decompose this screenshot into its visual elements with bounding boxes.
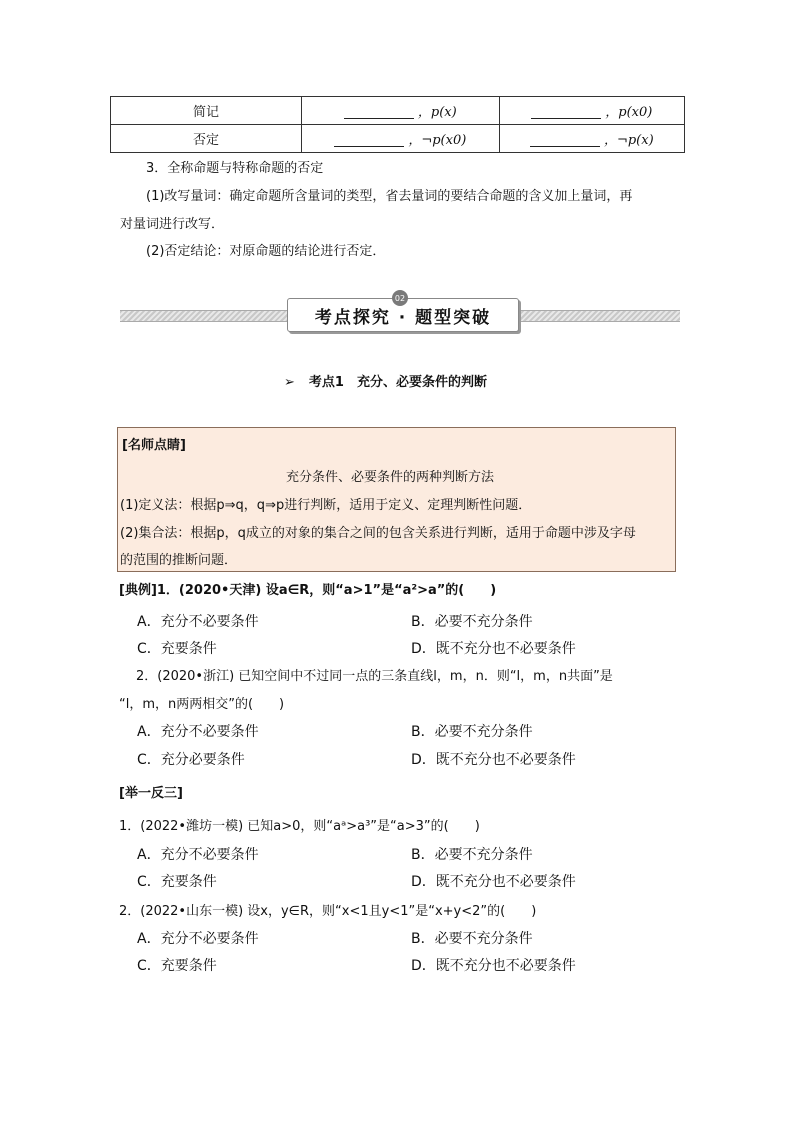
section-banner-number: 02 <box>392 290 408 306</box>
table-cell <box>499 125 684 153</box>
option-c: C．充要条件 <box>137 641 217 657</box>
option-b: B．必要不充分条件 <box>411 847 533 863</box>
answer-blank <box>530 134 600 147</box>
option-c: C．充分必要条件 <box>137 752 245 768</box>
table-cell <box>302 125 500 153</box>
answer-blank <box>334 134 404 147</box>
section-3-paragraph-1a: (1)改写量词：确定命题所含量词的类型，省去量词的要结合命题的含义加上量词，再 <box>146 189 633 204</box>
section-3-paragraph-2: (2)否定结论：对原命题的结论进行否定． <box>146 244 386 259</box>
table-cell-label: 否定 <box>111 125 302 153</box>
example-question-2a: 2．(2020•浙江) 已知空间中不过同一点的三条直线l，m，n．则“l，m，n共面”是 <box>136 669 613 684</box>
option-b: B．必要不充分条件 <box>411 931 533 947</box>
option-a: A．充分不必要条件 <box>137 847 259 863</box>
tip-line-1: (1)定义法：根据p⇒q，q⇒p进行判断，适用于定义、定理判断性问题． <box>120 498 532 513</box>
table-cell <box>302 97 500 125</box>
option-c: C．充要条件 <box>137 874 217 890</box>
example-question-1: [典例]1．(2020•天津) 设a∈R，则“a>1”是“a²>a”的( ) <box>119 583 497 598</box>
tip-line-3: 的范围的推断问题． <box>120 553 238 568</box>
cell-text: ，p(x0) <box>605 105 653 120</box>
tip-subtitle: 充分条件、必要条件的两种判断方法 <box>286 470 495 485</box>
section-3-paragraph-1b: 对量词进行改写． <box>120 217 225 232</box>
table-cell-label: 简记 <box>111 97 302 125</box>
practice-question-1: 1．(2022•潍坊一模) 已知a>0，则“aᵃ>a³”是“a>3”的( ) <box>119 819 480 834</box>
section-3-title: 3．全称命题与特称命题的否定 <box>146 161 324 176</box>
topic-title: 考点1 充分、必要条件的判断 <box>308 375 487 390</box>
option-d: D．既不充分也不必要条件 <box>411 641 576 657</box>
answer-blank <box>344 106 414 119</box>
example-question-2b: “l，m，n两两相交”的( ) <box>119 697 285 712</box>
cell-text: ，¬p(x) <box>603 133 654 148</box>
quantifier-notation-table <box>110 96 685 153</box>
teacher-tip-box <box>117 427 676 572</box>
option-b: B．必要不充分条件 <box>411 614 533 630</box>
option-c: C．充要条件 <box>137 958 217 974</box>
option-d: D．既不充分也不必要条件 <box>411 874 576 890</box>
arrow-icon: ➢ <box>284 375 295 390</box>
cell-text: ，¬p(x0) <box>408 133 467 148</box>
table-row <box>111 97 685 125</box>
section-banner-title: 考点探究 · 题型突破 <box>287 298 519 332</box>
topic-heading <box>284 371 487 390</box>
cell-text: ，p(x) <box>417 105 457 120</box>
table-row <box>111 125 685 153</box>
tip-header: [名师点睛] <box>122 438 186 453</box>
option-b: B．必要不充分条件 <box>411 724 533 740</box>
table-cell <box>499 97 684 125</box>
option-d: D．既不充分也不必要条件 <box>411 958 576 974</box>
tip-line-2: (2)集合法：根据p，q成立的对象的集合之间的包含关系进行判断，适用于命题中涉及字母 <box>120 526 636 541</box>
option-a: A．充分不必要条件 <box>137 724 259 740</box>
option-a: A．充分不必要条件 <box>137 931 259 947</box>
option-a: A．充分不必要条件 <box>137 614 259 630</box>
option-d: D．既不充分也不必要条件 <box>411 752 576 768</box>
practice-header: [举一反三] <box>119 786 183 801</box>
practice-question-2: 2．(2022•山东一模) 设x，y∈R，则“x<1且y<1”是“x+y<2”的( ) <box>119 904 537 919</box>
answer-blank <box>531 106 601 119</box>
